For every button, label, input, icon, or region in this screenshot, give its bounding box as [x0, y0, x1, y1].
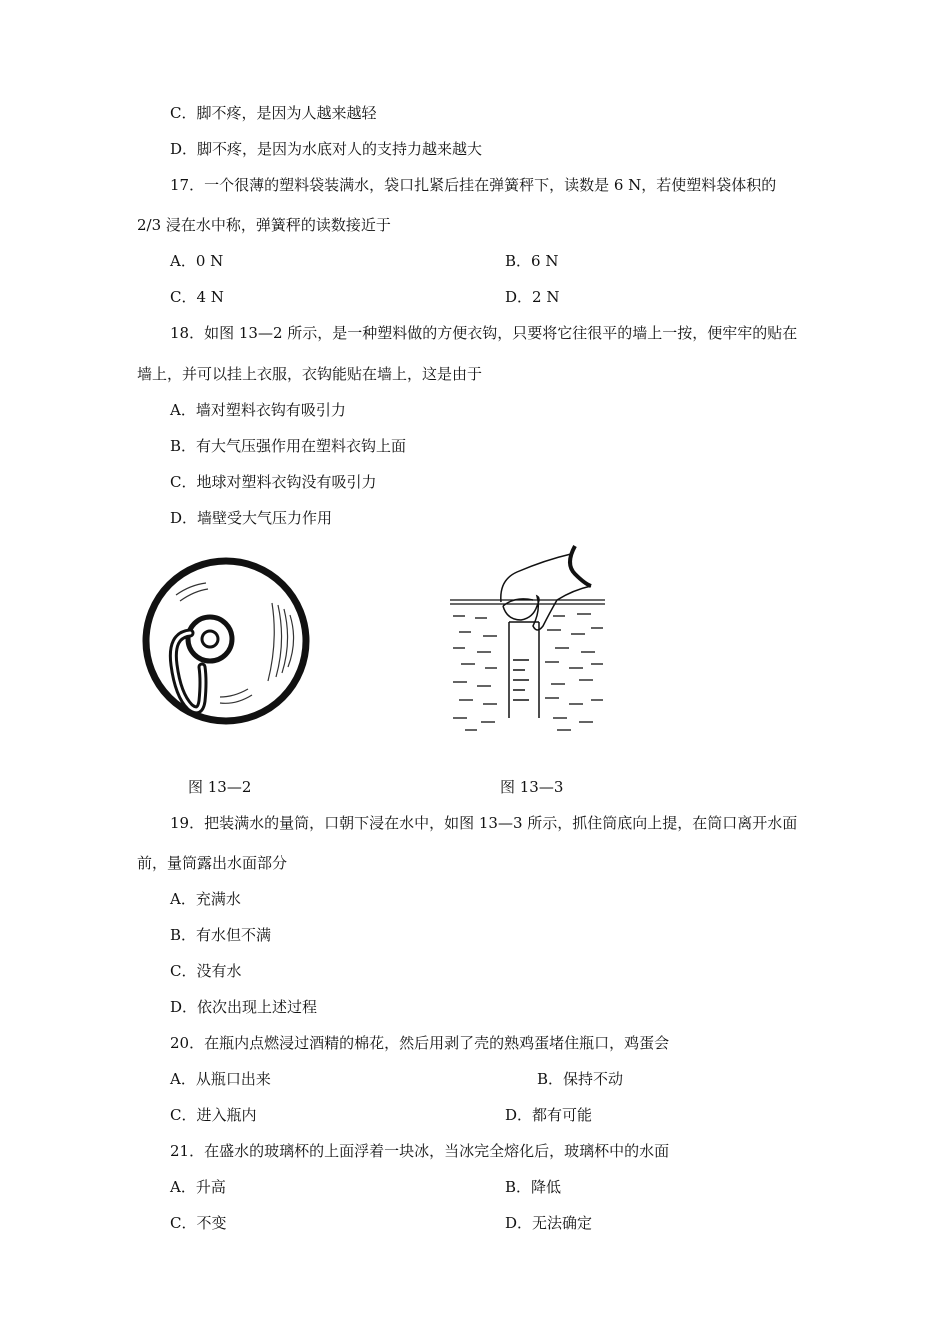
q17-option-b: B．6 N	[505, 252, 559, 270]
hook-knob-outer	[188, 617, 232, 661]
q18-option-a: A．墙对塑料衣钩有吸引力	[170, 401, 346, 419]
q19-option-b: B．有水但不满	[170, 926, 272, 944]
q18-stem-line2: 墙上，并可以挂上衣服，衣钩能贴在墙上，这是由于	[137, 365, 483, 383]
q17-option-d: D．2 N	[505, 288, 560, 306]
q18-option-b: B．有大气压强作用在塑料衣钩上面	[170, 437, 407, 455]
q17-stem-line1: 17．一个很薄的塑料袋装满水，袋口扎紧后挂在弹簧秤下，读数是 6 N，若使塑料袋体积的	[170, 176, 777, 194]
q20-option-b: B．保持不动	[537, 1070, 624, 1088]
q18-stem-line1: 18．如图 13—2 所示，是一种塑料做的方便衣钩，只要将它往很平的墙上一按，便牢牢的贴在	[170, 324, 798, 342]
q19-option-c: C．没有水	[170, 962, 242, 980]
water-surface-lines	[450, 600, 605, 604]
q21-stem: 21．在盛水的玻璃杯的上面浮着一块冰，当冰完全熔化后，玻璃杯中的水面	[170, 1142, 670, 1160]
q17-stem-line2: 2/3 浸在水中称，弹簧秤的读数接近于	[137, 216, 391, 234]
hand	[501, 546, 591, 630]
q17-option-a: A．0 N	[170, 252, 224, 270]
q19-option-d: D．依次出现上述过程	[170, 998, 318, 1016]
q19-stem-line2: 前，量筒露出水面部分	[137, 854, 288, 872]
q21-option-a: A．升高	[170, 1178, 226, 1196]
q18-option-c: C．地球对塑料衣钩没有吸引力	[170, 473, 377, 491]
q19-stem-line1: 19．把装满水的量筒，口朝下浸在水中，如图 13—3 所示，抓住筒底向上提，在筒口离开水面	[170, 814, 798, 832]
hook-disc-shading	[176, 583, 294, 703]
q20-stem: 20．在瓶内点燃浸过酒精的棉花，然后用剥了壳的熟鸡蛋堵住瓶口，鸡蛋会	[170, 1034, 670, 1052]
q20-option-a: A．从瓶口出来	[170, 1070, 271, 1088]
q16-option-c: C．脚不疼，是因为人越来越轻	[170, 104, 377, 122]
q17-option-c: C．4 N	[170, 288, 224, 306]
figure-13-3-caption: 图 13—3	[500, 778, 564, 796]
q21-option-c: C．不变	[170, 1214, 227, 1232]
hook-knob-inner	[202, 631, 218, 647]
q19-option-a: A．充满水	[170, 890, 241, 908]
q20-option-d: D．都有可能	[505, 1106, 593, 1124]
q16-option-d: D．脚不疼，是因为水底对人的支持力越来越大	[170, 140, 483, 158]
q21-option-d: D．无法确定	[505, 1214, 593, 1232]
suction-hook-figure	[140, 555, 312, 727]
cylinder-in-water-figure	[445, 540, 610, 735]
q20-option-c: C．进入瓶内	[170, 1106, 257, 1124]
q21-option-b: B．降低	[505, 1178, 562, 1196]
figure-13-2-caption: 图 13—2	[188, 778, 252, 796]
measuring-cylinder	[509, 622, 539, 718]
water-dashes	[453, 614, 603, 730]
q18-option-d: D．墙壁受大气压力作用	[170, 509, 333, 527]
